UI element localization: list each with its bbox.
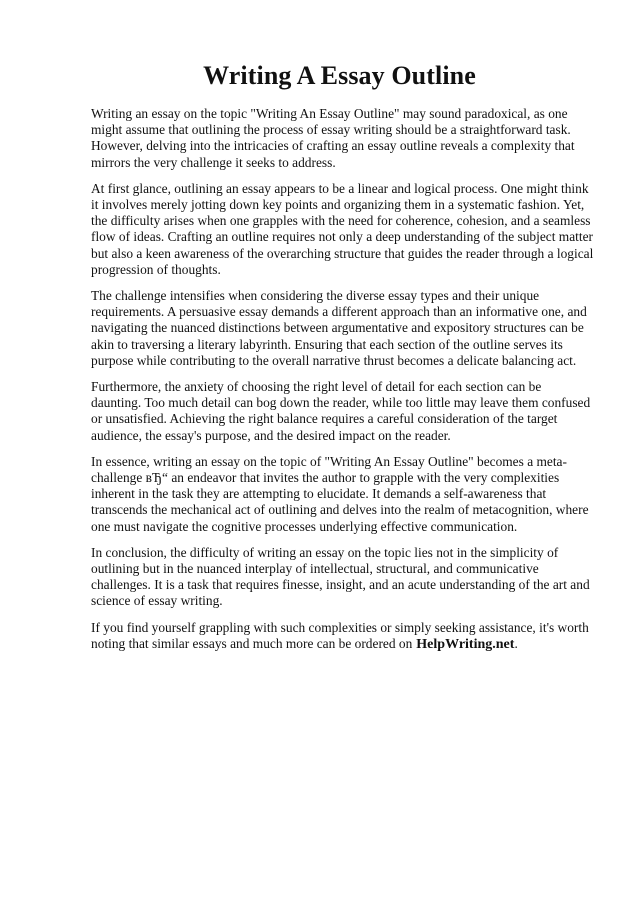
paragraph-closing — [91, 620, 594, 653]
page-title: Writing A Essay Outline — [203, 61, 476, 90]
paragraph-anxiety: Furthermore, the anxiety of choosing the right level of detail for each section can be daunting. Too much detail can bog down the reader, while too little may leave them confused or unsatisfied. Achieving the right balance requires a careful consideration of the target audience, the essay's purpose, and the desired impact on the reader. — [91, 379, 591, 443]
closing-text: If you find yourself grappling with such complexities or simply seeking assistance, it's worth noting that similar essays and much more can be ordered on — [91, 619, 589, 651]
paragraph-conclusion: In conclusion, the difficulty of writing an essay on the topic lies not in the simplicity of outlining but in the nuanced interplay of intellectual, structural, and communicative challenges. It is a task that requires finesse, insight, and an acute understanding of the art and science of essay writing. — [91, 544, 590, 609]
paragraph-first-glance: At first glance, outlining an essay appears to be a linear and logical process. One might think it involves merely jotting down key points and organizing them in a systematic fashion. Yet, the difficulty arises when one grapples with the need for coherence, cohesion, and a seamless flow of ideas. Crafting an outline requires not only a deep understanding of the subject matter but also a keen awareness of the overarching structure that guides the reader through a logical progression of thoughts. — [91, 180, 594, 277]
paragraph-challenge: The challenge intensifies when considering the diverse essay types and their unique requirements. A persuasive essay demands a different approach than an informative one, and navigating the nuanced distinctions between argumentative and expository structures can be akin to traversing a literary labyrinth. Ensuring that each section of the outline serves its purpose while contributing to the overall narrative thrust becomes a delicate balancing act. — [91, 288, 587, 368]
paragraph-intro: Writing an essay on the topic "Writing An Essay Outline" may sound paradoxical, as one might assume that outlining the process of essay writing should be a straightforward task. However, delving into the intricacies of crafting an essay outline reveals a complexity that mirrors the very challenge it seeks to address. — [91, 106, 575, 170]
paragraph-essence: In essence, writing an essay on the topic of "Writing An Essay Outline" becomes a meta-challenge вЂ“ an endeavor that invites the author to grapple with the very complexities inherent in the task they are attempting to elucidate. It demands a self-awareness that transcends the mechanical act of outlining and delves into the realm of metacognition, where one must navigate the cognitive processes underlying effective communication. — [91, 453, 589, 534]
helpwriting-link[interactable]: HelpWriting.net — [416, 636, 515, 652]
closing-punctuation: . — [514, 635, 518, 651]
